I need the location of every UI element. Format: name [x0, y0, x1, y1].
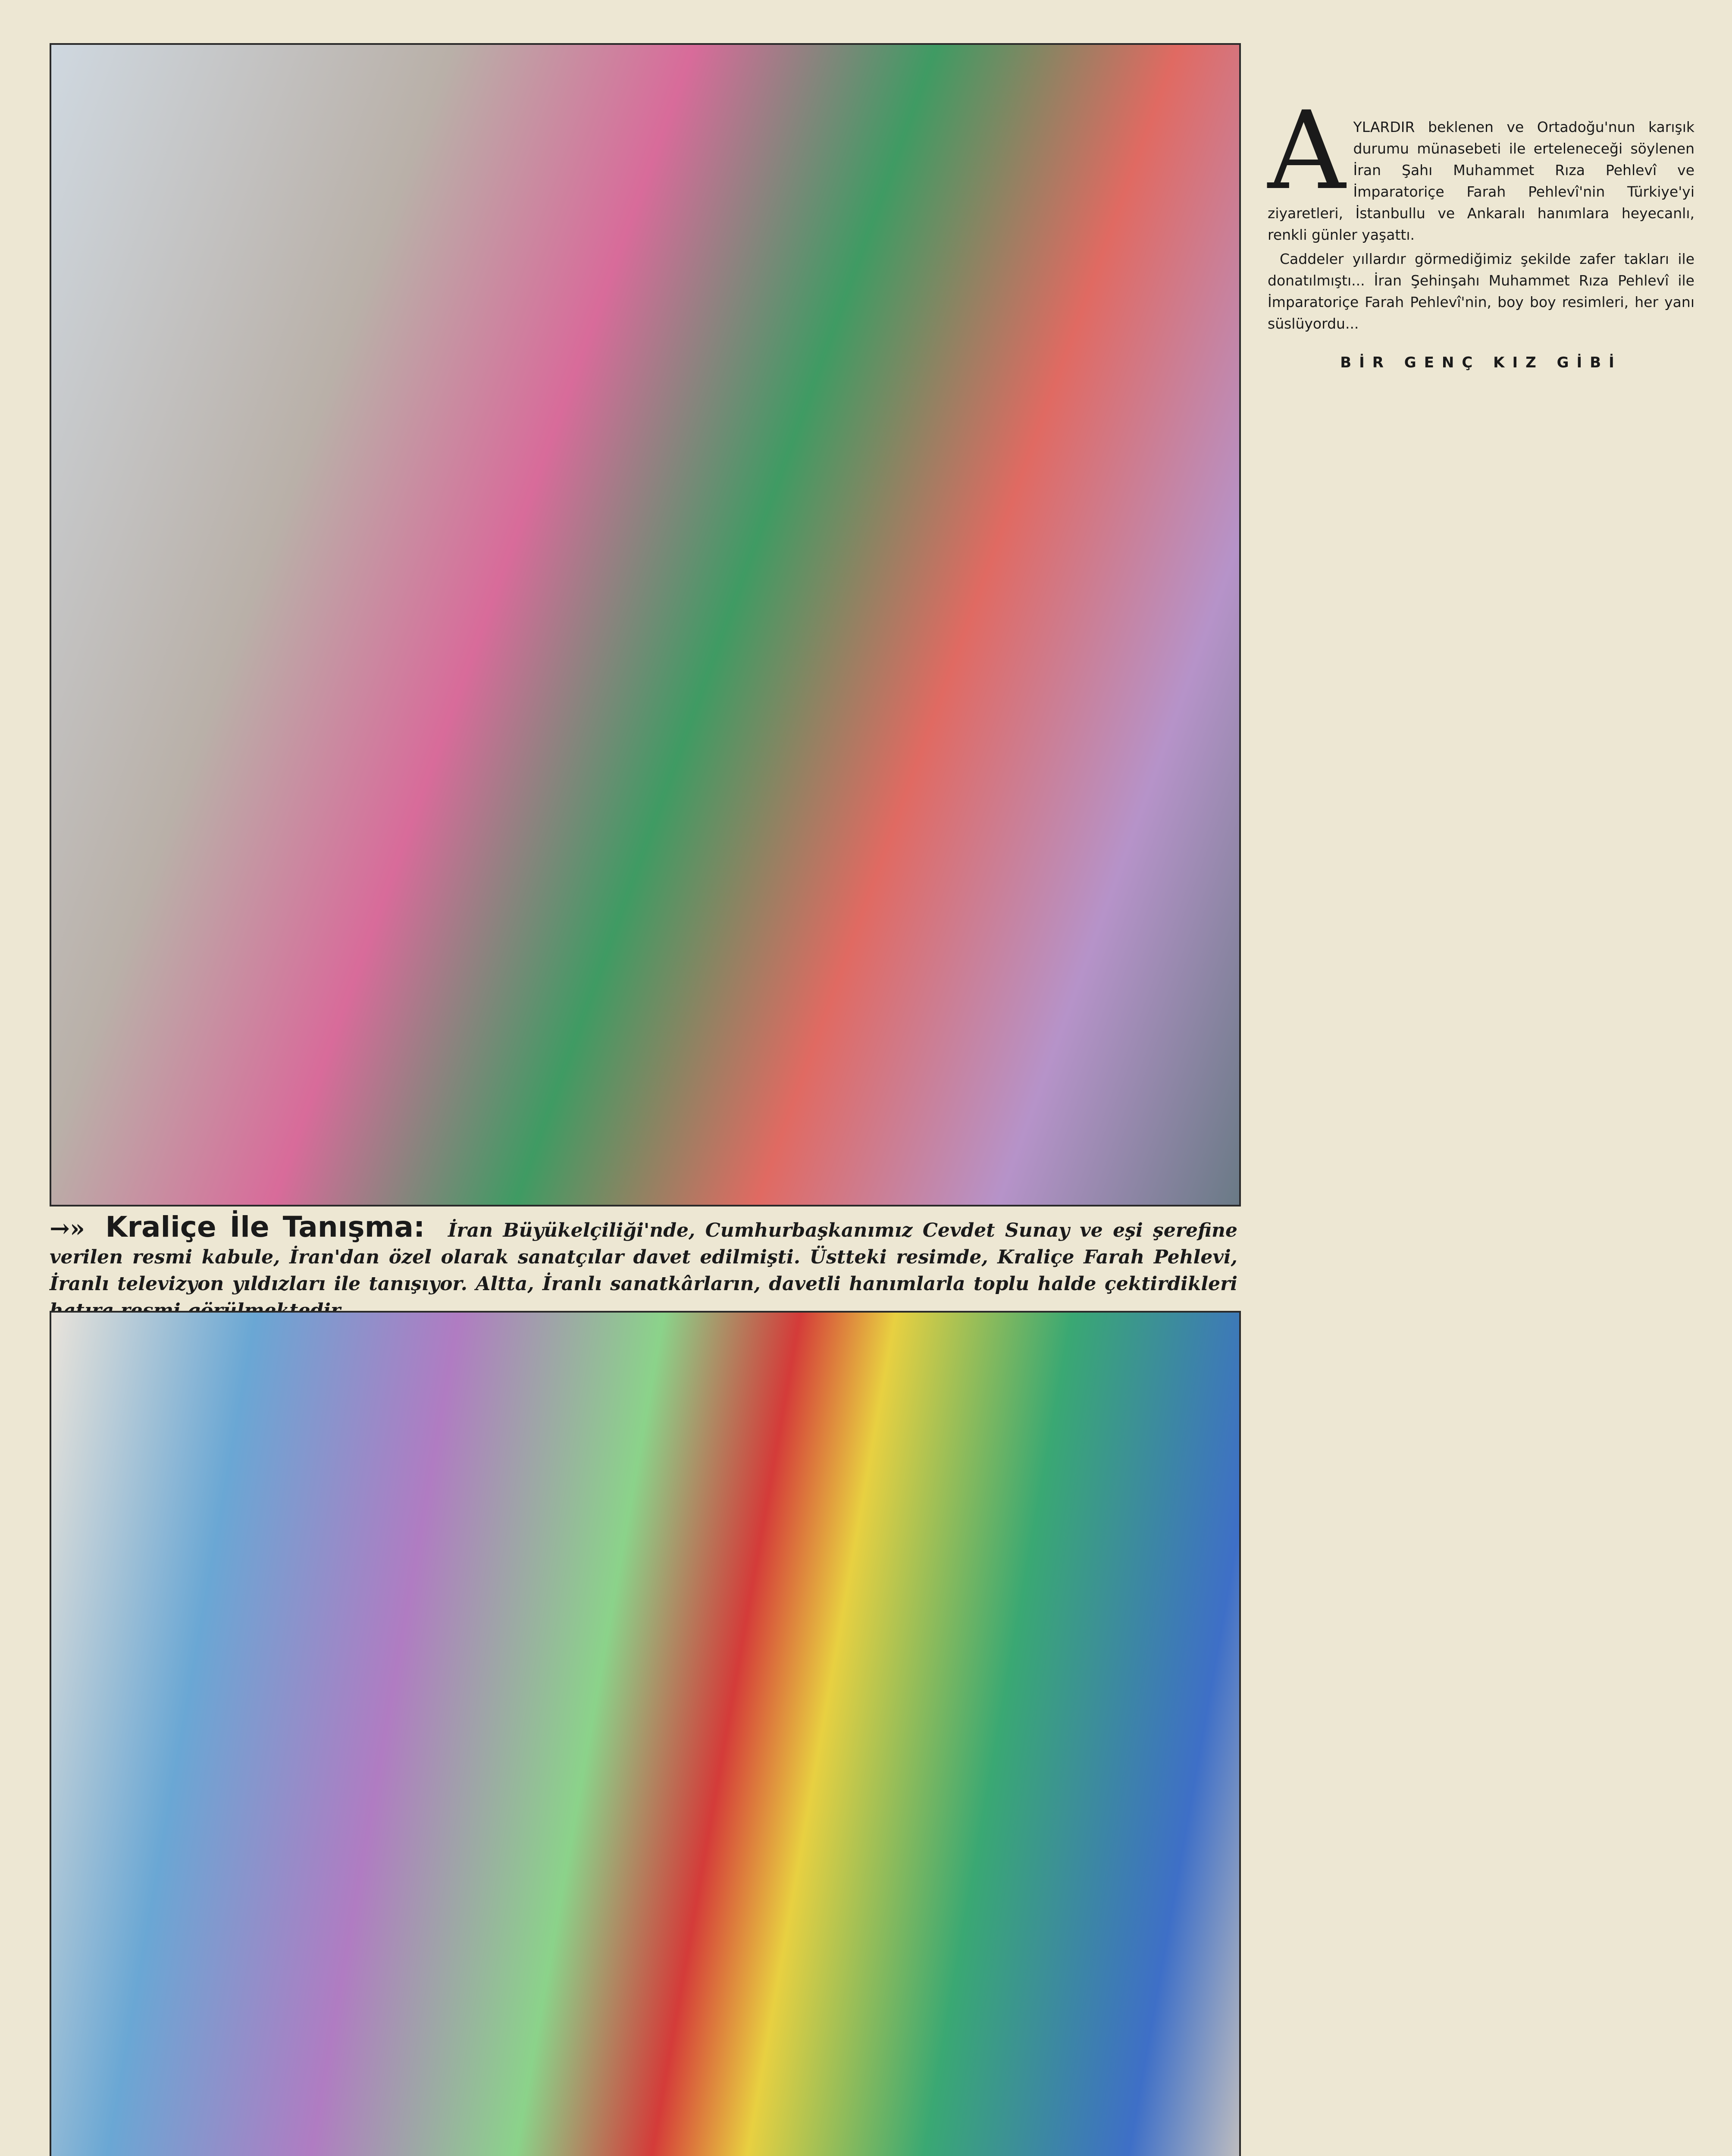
caption-arrow: →»: [50, 1214, 85, 1243]
photo-caption: [50, 1210, 1237, 1324]
bottom-photo: [50, 1311, 1241, 2156]
subheading: BİR GENÇ KIZ GİBİ: [1340, 354, 1622, 371]
caption-text: İran Büyükelçiliği'nde, Cumhurbaşkanımız Cevdet Sunay ve eşi şerefine verilen resmi kabule, İran'dan özel olarak sanatçılar davet edilmişti. Üstteki resimde, Kraliçe Farah Pehlevi, İranlı televizyon yıldızları ile tanışıyor. Altta, İranlı sanatkârların, davetli hanımlarla toplu halde çektirdikleri: [50, 1219, 1237, 1295]
top-photo: [50, 43, 1241, 1206]
caption-title: Kraliçe İle Tanışma:: [105, 1210, 425, 1244]
article-column: [1268, 88, 1694, 386]
article-paragraph: A YLARDIR beklenen ve Ortadoğu'nun karışık durumu münasebeti ile erteleneceği söylenen İran Şahı Muhammet Rıza Pehlevî ve İmparatoriçe Farah Pehlevî'nin Türkiye'yi ziyaretleri, İstanbullu ve Ankaralı hanımlara heyecanlı, renkli günler yaşattı.: [1268, 88, 1694, 243]
article-paragraph: Caddeler yıllardır görmediğimiz şekilde zafer takları ile donatılmıştı... İran Şehinşahı Muhammet Rıza Pehlevî ile İmparatoriçe Farah Pehlevî'nin, boy boy resimleri, her yanı süslüyordu...: [1268, 251, 1694, 332]
drop-cap: A: [1268, 88, 1346, 213]
